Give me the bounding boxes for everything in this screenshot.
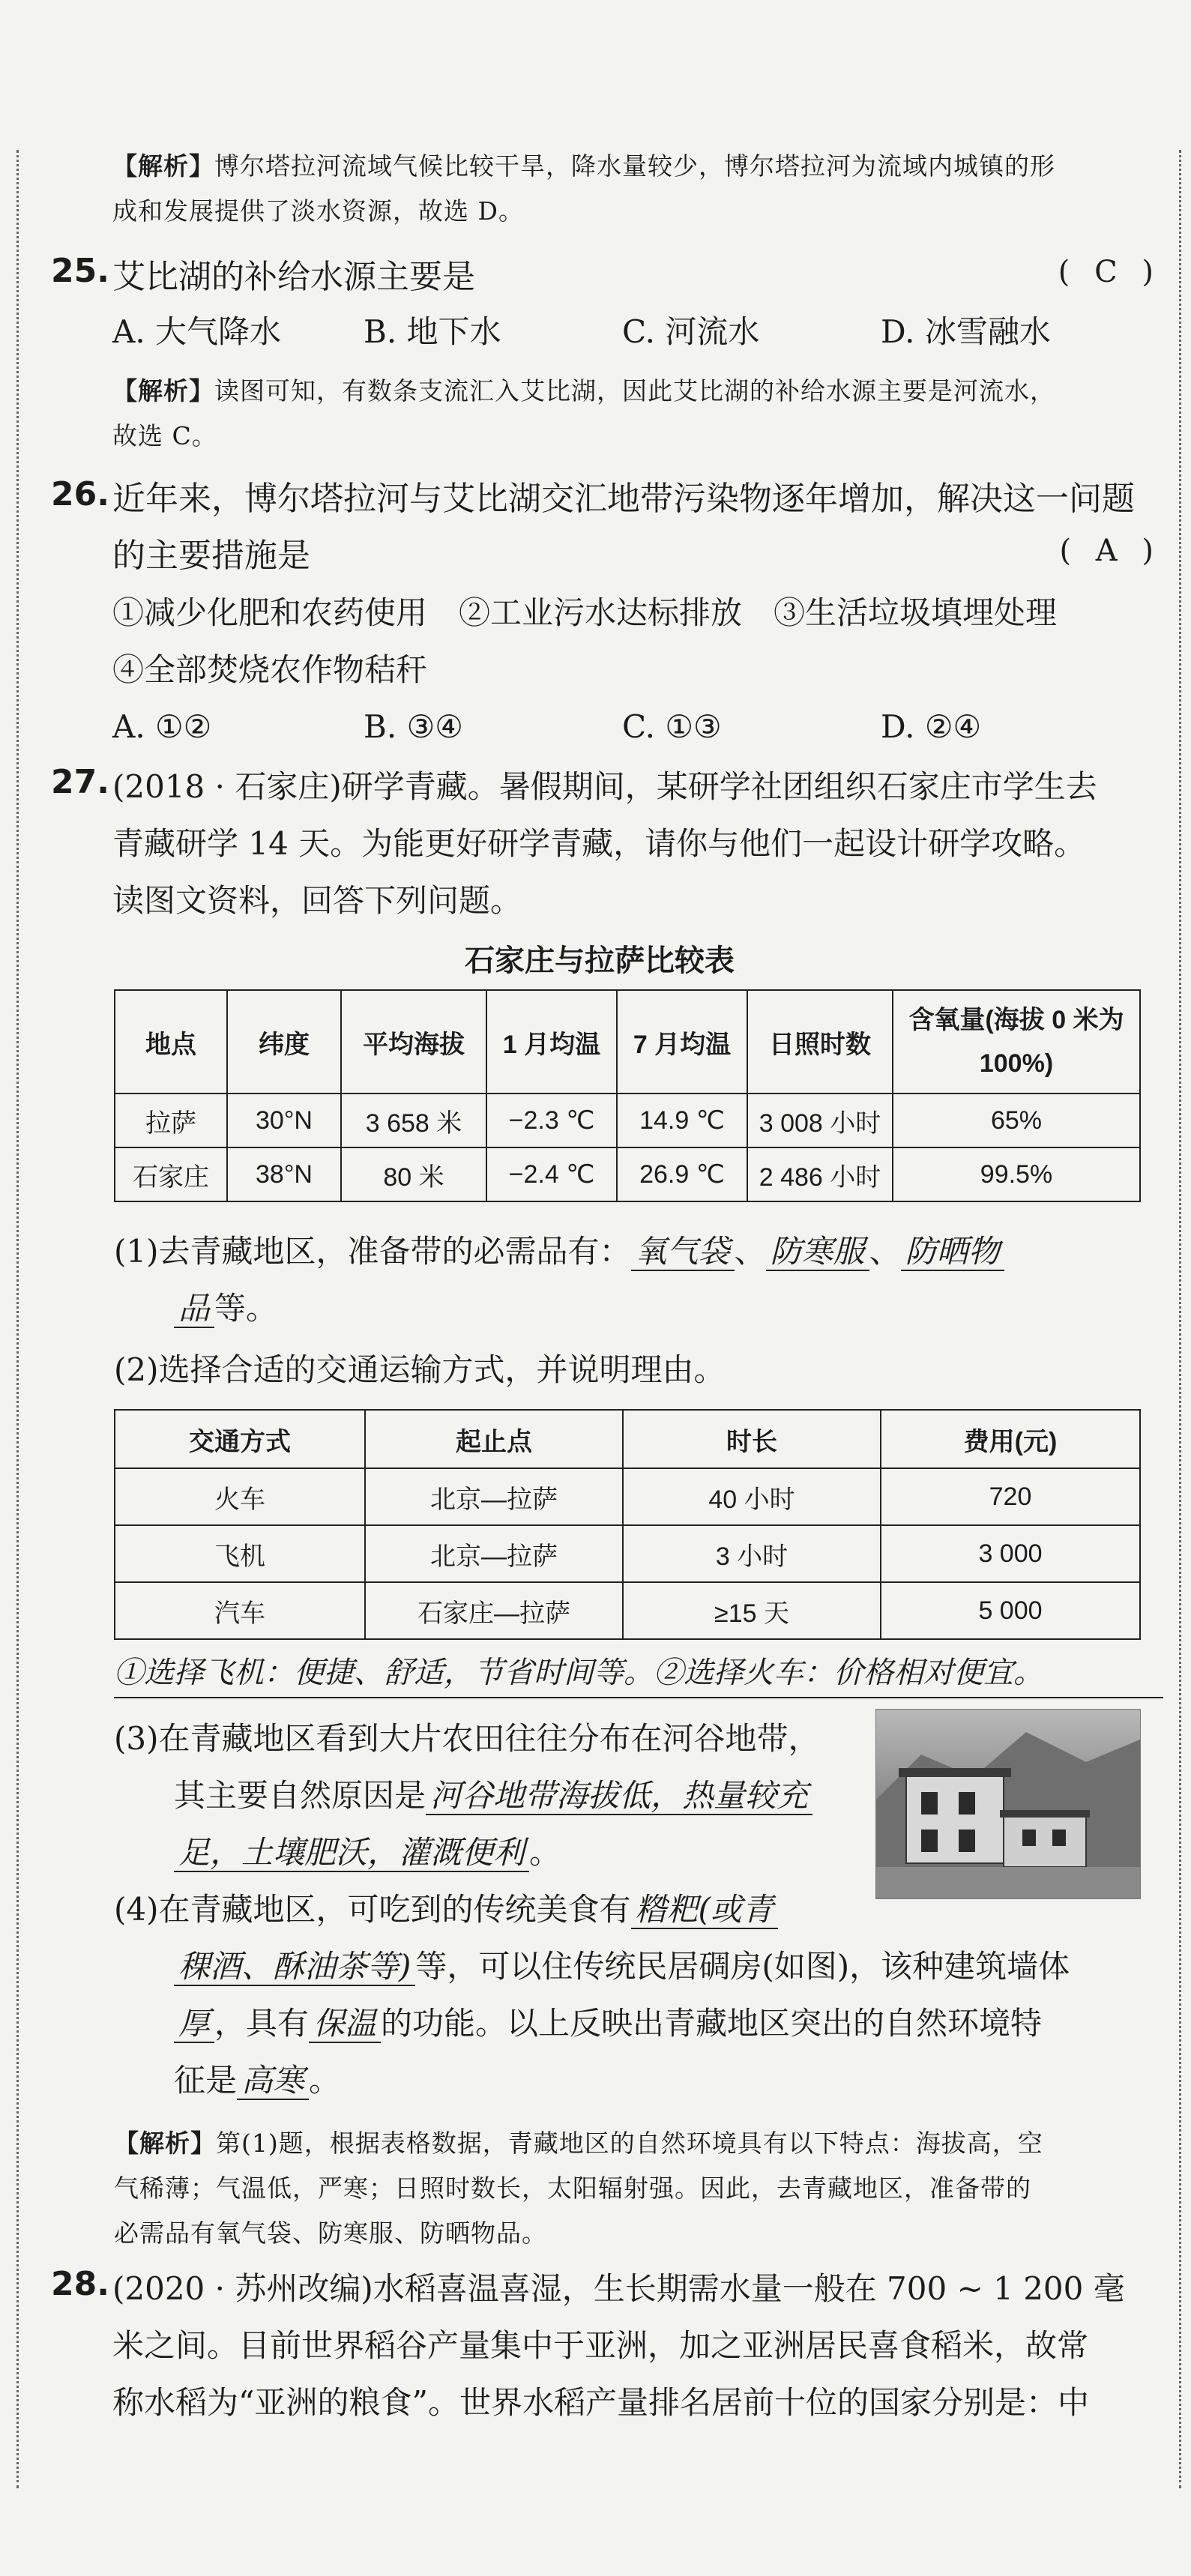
table-cell: 720 [881,1468,1140,1525]
answer-blank: 糌粑(或青 [631,1891,778,1929]
answer-blank: 河谷地带海拔低，热量较充 [426,1777,812,1815]
explanation-text: 故选 C。 [112,421,217,450]
table-cell: 石家庄—拉萨 [365,1582,623,1639]
question-stem: (2018 · 石家庄)研学青藏。暑假期间，某研学社团组织石家庄市学生去 [112,768,1097,805]
transport-table [114,1409,1141,1640]
table-cell: 65% [893,1094,1140,1147]
explanation-text: 必需品有氧气袋、防寒服、防晒物品。 [114,2218,547,2248]
part-text: 。 [529,1834,561,1871]
q26-measures [112,585,1147,699]
table-header: 费用(元) [881,1410,1140,1468]
table-cell: 80 米 [341,1147,486,1201]
q25-options [112,306,1147,358]
table-header: 1 月均温 [486,990,617,1094]
answer-blank: 厚 [174,2005,214,2043]
explanation-tag: 【解析】 [112,376,214,405]
table-cell: 2 486 小时 [747,1147,893,1201]
part-text: 其主要自然原因是 [174,1777,426,1814]
part-text: (3)在青藏地区看到大片农田往往分布在河谷地带， [114,1720,820,1757]
table-header: 起止点 [365,1410,623,1468]
part-text: 征是 [174,2062,238,2099]
option-d: D. ②④ [881,708,982,745]
answer-blank: 防寒服 [766,1233,869,1271]
part-text: 等。 [214,1290,278,1327]
part-text: (4)在青藏地区，可吃到的传统美食有 [114,1891,631,1928]
option-c: C. 河流水 [622,313,760,350]
option-b: B. ③④ [364,708,463,745]
measures-line: ④全部焚烧农作物秸秆 [112,651,428,688]
table-cell: 3 008 小时 [747,1094,893,1147]
table-cell: 40 小时 [623,1468,881,1525]
q27-part2-answer: ①选择飞机：便捷、舒适，节省时间等。②选择火车：价格相对便宜。 [114,1649,1163,1698]
table-cell: ≥15 天 [623,1582,881,1639]
q25-explanation [112,369,1147,459]
table-cell: 汽车 [115,1582,365,1639]
option-d: D. 冰雪融水 [881,313,1051,350]
answer-blank: 氧气袋 [631,1233,735,1271]
answer-blank: 足，土壤肥沃，灌溉便利 [174,1834,529,1872]
q27-part1 [114,1223,1156,1337]
q27-stem [112,758,1147,929]
table-header-row [115,1410,1140,1468]
question-number: 27. [51,763,109,801]
part-text: 。 [309,2062,341,2099]
diaofang-building-image [876,1710,1140,1898]
question-number: 28. [51,2265,109,2303]
question-stem: 艾比湖的补给水源主要是 [112,258,475,296]
question-stem: 青藏研学 14 天。为能更好研学青藏，请你与他们一起设计研学攻略。 [112,825,1086,862]
table-header: 日照时数 [747,990,893,1094]
table-cell: 99.5% [893,1147,1140,1201]
table-header: 时长 [623,1410,881,1468]
q26-options [112,701,1147,753]
option-a: A. 大气降水 [112,313,282,350]
table-cell: 3 000 [881,1525,1140,1582]
table-cell: 38°N [227,1147,341,1201]
table-row [115,1094,1140,1147]
question-number: 26. [51,475,109,513]
table-header: 纬度 [227,990,341,1094]
table-cell: 30°N [227,1094,341,1147]
explanation-text: 读图可知，有数条支流汇入艾比湖，因此艾比湖的补给水源主要是河流水， [214,376,1055,405]
explanation-text: 第(1)题，根据表格数据，青藏地区的自然环境具有以下特点：海拔高，空 [216,2129,1043,2158]
q25-answer: ( C ) [1058,255,1161,289]
table-cell: 飞机 [115,1525,365,1582]
explanation-tag: 【解析】 [114,2129,216,2158]
q24-explanation [112,144,1147,234]
table-cell: −2.3 ℃ [486,1094,617,1147]
explanation-tag: 【解析】 [112,151,214,181]
table-row [115,1525,1140,1582]
table-cell: 3 小时 [623,1525,881,1582]
measures-line: ①减少化肥和农药使用 ②工业污水达标排放 ③生活垃圾填埋处理 [112,594,1058,631]
explanation-text: 气稀薄；气温低，严寒；日照时数长，太阳辐射强。因此，去青藏地区，准备带的 [114,2174,1031,2203]
answer-blank: 保温 [309,2005,381,2043]
question-stem: (2020 · 苏州改编)水稻喜温喜湿，生长期需水量一般在 700 ~ 1 200 毫 [112,2270,1125,2307]
comparison-table [114,989,1141,1202]
option-c: C. ①③ [622,708,722,745]
table-cell: 石家庄 [115,1147,227,1201]
table-header: 7 月均温 [617,990,747,1094]
separator: 、 [734,1233,766,1270]
right-margin-dots [1179,150,1181,2488]
question-stem: 米之间。目前世界稻谷产量集中于亚洲，加之亚洲居民喜食稻米，故常 [112,2327,1089,2364]
q27-part4 [114,1881,1156,2109]
table-cell: 北京—拉萨 [365,1525,623,1582]
q27-explanation [114,2121,1156,2256]
table-cell: −2.4 ℃ [486,1147,617,1201]
question-stem: 称水稻为“亚洲的粮食”。世界水稻产量排名居前十位的国家分别是：中 [112,2384,1089,2421]
answer-blank: 高寒 [237,2062,309,2100]
table-cell: 26.9 ℃ [617,1147,747,1201]
table-row [115,1468,1140,1525]
table-header: 含氧量(海拔 0 米为 100%) [893,990,1140,1094]
q25-stem [112,249,1147,306]
answer-blank: 稞酒、酥油茶等) [174,1948,415,1986]
explanation-text: 博尔塔拉河流域气候比较干旱，降水量较少，博尔塔拉河为流域内城镇的形 [214,151,1055,181]
table-header: 地点 [115,990,227,1094]
answer-blank: 品 [174,1290,214,1328]
table-cell: 拉萨 [115,1094,227,1147]
table-cell: 火车 [115,1468,365,1525]
table-cell: 5 000 [881,1582,1140,1639]
table1-caption: 石家庄与拉萨比较表 [465,944,735,978]
part-text: 的功能。以上反映出青藏地区突出的自然环境特 [381,2005,1043,2042]
q26-stem [112,471,1147,585]
part-text: 等，可以住传统民居碉房(如图)，该种建筑墙体 [415,1948,1070,1985]
question-stem: 近年来，博尔塔拉河与艾比湖交汇地带污染物逐年增加，解决这一问题 [112,480,1135,518]
table-cell: 3 658 米 [341,1094,486,1147]
part-text: ，具有 [214,2005,310,2042]
table-row [115,1582,1140,1639]
table-cell: 北京—拉萨 [365,1468,623,1525]
table-header-row [115,990,1140,1094]
table-cell: 14.9 ℃ [617,1094,747,1147]
q26-answer: ( A ) [1059,534,1161,568]
option-a: A. ①② [112,708,212,745]
q27-part3 [114,1710,871,1881]
left-margin-dots [16,150,19,2488]
separator: 、 [869,1233,901,1270]
q28-stem [112,2260,1162,2431]
table-header: 交通方式 [115,1410,365,1468]
table-header: 平均海拔 [341,990,486,1094]
question-stem: 读图文资料，回答下列问题。 [112,882,522,919]
table-row [115,1147,1140,1201]
diaofang-photo [875,1709,1141,1899]
explanation-text: 成和发展提供了淡水资源，故选 D。 [112,196,524,226]
q27-part2: (2)选择合适的交通运输方式，并说明理由。 [114,1351,726,1388]
answer-blank: 防晒物 [901,1233,1004,1271]
question-stem: 的主要措施是 [112,537,310,575]
option-b: B. 地下水 [364,313,501,350]
question-number: 25. [51,252,109,290]
part-text: (1)去青藏地区，准备带的必需品有： [114,1233,631,1270]
